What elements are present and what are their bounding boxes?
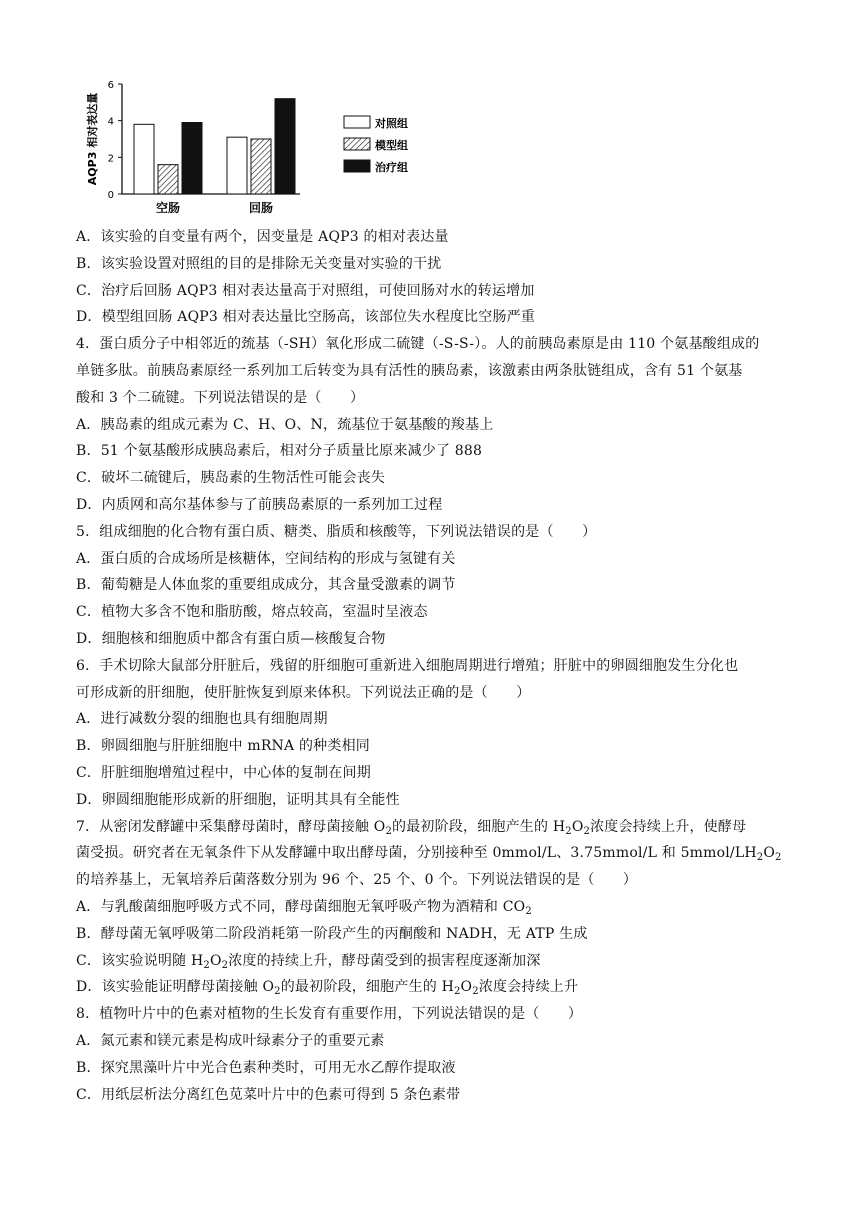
subscript: 2 <box>221 959 229 971</box>
q7-option-c <box>76 948 788 975</box>
q7-a1: A．与乳酸菌细胞呼吸方式不同，酵母菌细胞无氧呼吸产物为酒精和 CO <box>76 898 526 915</box>
q8-stem: 8．植物叶片中的色素对植物的生长发育有重要作用，下列说法错误的是（ ） <box>76 1006 583 1023</box>
bar <box>182 123 202 195</box>
subscript: 2 <box>565 825 572 837</box>
q7-s1d: 浓度会持续上升，使酵母 <box>590 818 747 835</box>
q7-stem-line3: 的培养基上，无氧培养后菌落数分别为 96 个、25 个、0 个。下列说法错误的是（ ） <box>76 872 638 889</box>
q7-s2a: 菌受损。研究者在无氧条件下从发酵罐中取出酵母菌，分别接种至 0mmol/L、3.75mmol/L 和 5mmol/LH <box>76 845 757 862</box>
q5-option-d: D．细胞核和细胞质中都含有蛋白质—核酸复合物 <box>76 630 386 647</box>
q5-option-a: A．蛋白质的合成场所是核糖体，空间结构的形成与氢键有关 <box>76 550 456 567</box>
y-tick-label: 2 <box>107 153 114 165</box>
q7-d1: D．该实验能证明酵母菌接触 O <box>76 979 275 996</box>
q7-d3: O <box>460 979 473 996</box>
chart-svg <box>82 72 442 222</box>
x-tick-label: 空肠 <box>155 201 181 215</box>
q5-stem: 5．组成细胞的化合物有蛋白质、糖类、脂质和核酸等，下列说法错误的是（ ） <box>76 523 597 540</box>
legend-label: 治疗组 <box>375 161 408 174</box>
q6-stem-line1: 6．手术切除大鼠部分肝脏后，残留的肝细胞可重新进入细胞周期进行增殖；肝脏中的卵圆细胞发生分化也 <box>76 657 739 674</box>
subscript: 2 <box>385 825 392 837</box>
bar <box>227 137 247 194</box>
q7-option-b: B．酵母菌无氧呼吸第二阶段消耗第一阶段产生的丙酮酸和 NADH，无 ATP 生成 <box>76 925 588 942</box>
subscript: 2 <box>583 825 591 837</box>
q7-c1: C．该实验说明随 H <box>76 952 204 969</box>
q8-option-c: C．用纸层析法分离红色苋菜叶片中的色素可得到 5 条色素带 <box>76 1086 461 1103</box>
q4-option-b: B．51 个氨基酸形成胰岛素后，相对分子质量比原来减少了 888 <box>76 443 483 460</box>
y-tick-label: 4 <box>107 116 114 128</box>
aqp3-bar-chart <box>82 72 442 222</box>
subscript: 2 <box>472 986 479 998</box>
chart-layer <box>85 80 408 215</box>
subscript: 2 <box>203 959 210 971</box>
subscript: 2 <box>525 905 532 917</box>
q7-s1a: 7．从密闭发酵罐中采集酵母菌时，酵母菌接触 O <box>76 818 386 835</box>
q7-d4: 浓度会持续上升 <box>478 979 579 996</box>
q6-option-c: C．肝脏细胞增殖过程中，中心体的复制在间期 <box>76 764 371 781</box>
legend-label: 模型组 <box>375 139 408 152</box>
q6-stem-line2: 可形成新的肝细胞，使肝脏恢复到原来体积。下列说法正确的是（ ） <box>76 684 531 701</box>
q3-option-a: A．该实验的自变量有两个，因变量是 AQP3 的相对表达量 <box>76 229 449 245</box>
y-tick-label: 6 <box>107 80 114 91</box>
q7-d2: 的最初阶段，细胞产生的 H <box>280 979 454 996</box>
q6-option-a: A．进行减数分裂的细胞也具有细胞周期 <box>76 711 328 728</box>
y-axis-label: AQP3 相对表达量 <box>86 92 99 186</box>
q7-option-d <box>76 974 788 1001</box>
bar <box>275 99 295 194</box>
q7-s2b: O <box>763 845 776 862</box>
subscript: 2 <box>274 986 281 998</box>
y-tick-label: 0 <box>107 190 114 201</box>
q7-c3: 浓度的持续上升，酵母菌受到的损害程度逐渐加深 <box>228 952 541 969</box>
q3-option-b: B．该实验设置对照组的目的是排除无关变量对实验的干扰 <box>76 255 442 272</box>
bar <box>134 124 154 194</box>
q5-option-b: B．葡萄糖是人体血浆的重要组成成分，其含量受激素的调节 <box>76 577 456 594</box>
subscript: 2 <box>756 852 764 864</box>
q5-option-c: C．植物大多含不饱和脂肪酸，熔点较高，室温时呈液态 <box>76 604 428 621</box>
q3-option-d: D．模型组回肠 AQP3 相对表达量比空肠高，该部位失水程度比空肠严重 <box>76 309 536 326</box>
q8-option-b: B．探究黑藻叶片中光合色素种类时，可用无水乙醇作提取液 <box>76 1059 456 1076</box>
legend-swatch <box>344 116 370 128</box>
x-tick-label: 回肠 <box>248 201 274 215</box>
q7-option-a <box>76 894 788 921</box>
q4-stem-line3: 酸和 3 个二硫键。下列说法错误的是（ ） <box>76 389 365 406</box>
legend-swatch <box>344 138 370 150</box>
subscript: 2 <box>775 852 782 864</box>
q7-c2: O <box>209 952 222 969</box>
question-page <box>76 224 788 1108</box>
q6-option-b: B．卵圆细胞与肝脏细胞中 mRNA 的种类相同 <box>76 738 370 755</box>
q4-stem-line1: 4．蛋白质分子中相邻近的巯基（-SH）氧化形成二硫键（-S-S-）。人的前胰岛素原是由 110 个氨基酸组成的 <box>76 336 760 353</box>
q7-stem-line1 <box>76 814 788 841</box>
q3-option-c: C．治疗后回肠 AQP3 相对表达量高于对照组，可使回肠对水的转运增加 <box>76 282 535 299</box>
q7-s1c: O <box>571 818 584 835</box>
q4-option-a: A．胰岛素的组成元素为 C、H、O、N，巯基位于氨基酸的羧基上 <box>76 416 494 433</box>
q4-option-d: D．内质网和高尔基体参与了前胰岛素原的一系列加工过程 <box>76 496 443 513</box>
bar <box>251 139 271 194</box>
q6-option-d: D．卵圆细胞能形成新的肝细胞，证明其具有全能性 <box>76 791 400 808</box>
q8-option-a: A．氮元素和镁元素是构成叶绿素分子的重要元素 <box>76 1032 385 1049</box>
q4-stem-line2: 单链多肽。前胰岛素原经一系列加工后转变为具有活性的胰岛素，该激素由两条肽链组成，含有 51 个氨基 <box>76 362 743 379</box>
q4-option-c: C．破坏二硫键后，胰岛素的生物活性可能会丧失 <box>76 470 386 487</box>
legend-swatch <box>344 160 370 172</box>
bar <box>158 165 178 194</box>
subscript: 2 <box>453 986 461 998</box>
legend-label: 对照组 <box>375 117 408 130</box>
q7-s1b: 的最初阶段，细胞产生的 H <box>392 818 566 835</box>
q7-stem-line2 <box>76 840 788 867</box>
